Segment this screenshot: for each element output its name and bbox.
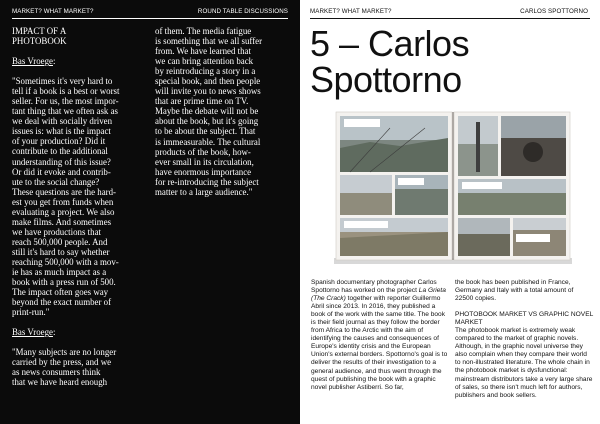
text-line: will invite you to news shows	[155, 86, 261, 97]
text-line: to be about the subject. That	[155, 126, 256, 137]
text-line: book with a press run of 500.	[12, 277, 116, 288]
text-line: contribute to the additional	[12, 146, 108, 157]
text-line: ie has as much impact as a	[12, 267, 107, 278]
text-line: issues is: what is the impact	[12, 126, 111, 137]
text-line: est you get from funds when	[12, 196, 114, 207]
right-page	[300, 0, 600, 424]
body-paragraph: The photobook market is extremely weak compared to the market of graphic novels. Although, in the graphic novel universe they also complain when they compare their world to non-illustrated literature. The whole chain in the photobook market is dysfunctional: mainstream distributors take a very large share of sales, so there isn't much left for authors, publishers and book sellers.	[455, 327, 593, 399]
text-line: is something that we all suffer	[155, 36, 263, 47]
section-heading-line: IMPACT OF A	[12, 26, 67, 36]
text-line: ever small in its circulation,	[155, 156, 254, 167]
text-line: of your production? Did it	[12, 136, 106, 147]
text-line: from. We have learned that	[155, 46, 251, 57]
text-line: print-run."	[12, 307, 50, 318]
text-line: tell if a book is a best or worst	[12, 86, 120, 97]
text-line: Or did it evoke and contrib-	[12, 166, 111, 177]
text-line: tant thing that we often ask as	[12, 106, 118, 117]
right-column-1	[311, 279, 449, 392]
chapter-title-line: 5 – Carlos	[310, 23, 470, 64]
text-line: is immeasurable. The cultural	[155, 136, 261, 147]
quote-1	[12, 76, 152, 317]
left-column-1: IMPACT OF A PHOTOBOOK Bas Vroege: "Sometimes it's very hard to tell if a book is a best or worst seller. For us, the most impor- tant thing that we often ask as we deal with socially driven issues is: what is the impact of your production? Did it contribute to the additional understanding of this issue? Or did it evoke and contrib- ute to the social change? These questions are the hard- est you get from funds when evaluating a project. We also make films. And sometimes we have productions that reach 500,000 people. And still it's hard to say whether reaching 500,000 with a mov- ie has as much impact as a book with a press run of 500. The impact often goes way beyond the exact number of print-run." Bas Vroege: "Many subjects are no longer carried by the press, and we as news consumers think that we have heard enough	[12, 26, 152, 388]
running-header-section: ROUND TABLE DISCUSSIONS	[197, 8, 288, 15]
section-heading-line: PHOTOBOOK	[12, 36, 67, 47]
text-line: seller. For us, the most impor-	[12, 96, 119, 107]
text-line: we deal with socially driven	[12, 116, 113, 127]
running-header-left: MARKET? WHAT MARKET?	[12, 8, 94, 15]
text-line: that are prime time on TV.	[155, 96, 249, 107]
text-line: understanding of this issue?	[12, 156, 111, 167]
text-line: beyond the exact number of	[12, 297, 112, 308]
body-paragraph: the book has been published in France, Germany and Italy with a total amount of 22500 copies.	[455, 279, 574, 303]
text-line: still it's hard to say whether	[12, 246, 110, 257]
text-line: by reintroducing a story in a	[155, 66, 256, 77]
chapter-title-line: Spottorno	[310, 59, 462, 100]
text-line: as news consumers think	[12, 367, 101, 378]
speaker-name: Bas Vroege	[12, 56, 53, 67]
text-line: make films. And sometimes	[12, 216, 112, 227]
text-line: These questions are the hard-	[12, 186, 116, 197]
text-line: matter to a large audience."	[155, 186, 253, 197]
running-header-left: MARKET? WHAT MARKET?	[310, 8, 392, 15]
text-line: that we have heard enough	[12, 377, 108, 388]
project-title: La Grieta (The Crack)	[311, 287, 446, 303]
text-line: ute to the social change?	[12, 176, 100, 187]
text-line: have enormous importance	[155, 166, 252, 177]
header-rule	[12, 18, 288, 19]
intro-paragraph: Spanish documentary photographer Carlos Spottorno has worked on the project La Grieta (The Crack) together with reporter Guillermo Abril since 2013. In 2016, they published a book of the work with the same title. The book is their field journal as they follow the border from Africa to the Arctic with the aim of identifying the causes and consequences of Europe's identity crisis and the European Union's external borders. Spottorno's goal is to deliver the results of their investigation to a general audience, and thus went through the quest of publishing the book with a graphic novel publisher Astiberri. So far,	[311, 279, 448, 391]
right-column-2	[455, 279, 593, 400]
quote-2	[12, 347, 152, 387]
text-line: about the book, but it's going	[155, 116, 259, 127]
text-line: of them. The media fatigue	[155, 26, 252, 36]
text-line: evaluating a project. We also	[12, 206, 115, 217]
text-line: for re-introducing the subject	[155, 176, 259, 187]
text-line: Maybe the debate will not be	[155, 106, 259, 117]
text-line: reach 500,000 people. And	[12, 236, 108, 247]
subheading: PHOTOBOOK MARKET VS GRAPHIC NOVEL MARKET	[455, 311, 594, 327]
text-line: products of the book, how-	[155, 146, 251, 157]
text-line: carried by the press, and we	[12, 357, 112, 368]
chapter-title	[310, 23, 470, 100]
speaker-name: Bas Vroege	[12, 327, 53, 338]
text-line: we can bring attention back	[155, 56, 254, 67]
text-line: "Many subjects are no longer	[12, 347, 117, 358]
left-column-2	[155, 26, 295, 197]
text-line: special book, and then people	[155, 76, 261, 87]
running-header-chapter: CARLOS SPOTTORNO	[520, 8, 588, 15]
text-line: reaching 500,000 with a mov-	[12, 256, 119, 267]
text-line: The impact often goes way	[12, 287, 109, 298]
text-line: we have productions that	[12, 226, 101, 237]
header-rule	[310, 18, 590, 19]
quote-1-continued	[155, 26, 295, 197]
open-book-photo	[330, 108, 576, 266]
text-line: "Sometimes it's very hard to	[12, 76, 113, 87]
